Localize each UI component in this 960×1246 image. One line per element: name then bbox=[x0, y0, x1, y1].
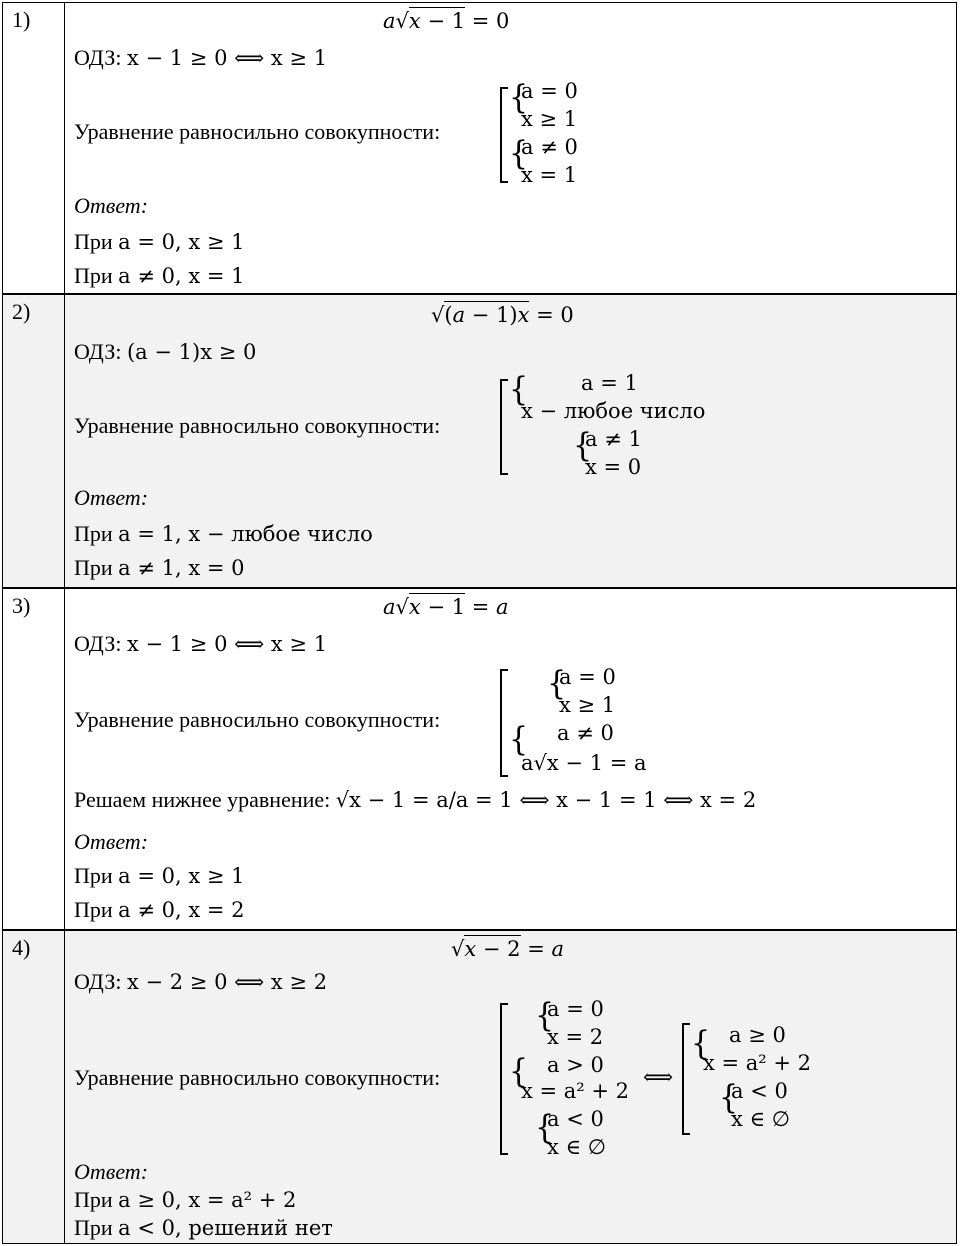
row-number-cell bbox=[3, 931, 65, 1243]
equiv-label: Уравнение равносильно совокупности: bbox=[74, 707, 441, 732]
equiv-label: Уравнение равносильно совокупности: bbox=[74, 413, 441, 438]
system-line: x = 2 bbox=[547, 1025, 604, 1049]
row-number: 4) bbox=[12, 935, 31, 960]
system-brace: { bbox=[535, 1108, 555, 1147]
system-line: a = 0 bbox=[547, 997, 604, 1021]
odz-label: ОДЗ: bbox=[74, 969, 122, 994]
table-row bbox=[2, 588, 957, 930]
system-brace: { bbox=[547, 664, 567, 703]
answer-line: При a < 0, решений нет bbox=[74, 1215, 333, 1240]
odz-value: (a − 1)x ≥ 0 bbox=[126, 340, 257, 364]
equation: √x − 2 = a bbox=[451, 937, 565, 961]
set-bracket bbox=[500, 1003, 508, 1155]
system-line: x = a² + 2 bbox=[521, 1079, 630, 1103]
row-number-cell bbox=[3, 589, 65, 929]
answer-line: При a ≠ 0, x = 2 bbox=[74, 897, 245, 922]
equation: a√x − 1 = 0 bbox=[383, 9, 510, 33]
odz-line bbox=[74, 45, 327, 71]
system-line: a ≠ 0 bbox=[557, 721, 614, 745]
system-line: a ≠ 0 bbox=[521, 135, 578, 159]
answer-line: При a ≠ 1, x = 0 bbox=[74, 555, 245, 580]
system-brace: { bbox=[719, 1078, 739, 1117]
system-brace: { bbox=[509, 720, 529, 759]
table-row bbox=[2, 294, 957, 588]
table-row bbox=[2, 930, 957, 1244]
system-line: x ≥ 1 bbox=[559, 693, 616, 717]
odz-label: ОДЗ: bbox=[74, 339, 122, 364]
odz-value: x − 1 ≥ 0 ⟺ x ≥ 1 bbox=[126, 46, 328, 70]
equiv-label: Уравнение равносильно совокупности: bbox=[74, 119, 441, 144]
equiv-label: Уравнение равносильно совокупности: bbox=[74, 1065, 441, 1090]
answer-line: При a ≥ 0, x = a² + 2 bbox=[74, 1187, 297, 1212]
system-line: a = 0 bbox=[521, 79, 578, 103]
set-bracket bbox=[682, 1023, 690, 1135]
odz-value: x − 1 ≥ 0 ⟺ x ≥ 1 bbox=[126, 632, 328, 656]
system-line: a = 1 bbox=[581, 371, 638, 395]
equiv-sign: ⟺ bbox=[643, 1065, 674, 1089]
equation: √(a − 1)x = 0 bbox=[431, 303, 574, 327]
system-line: x ≥ 1 bbox=[521, 107, 578, 131]
system-brace: { bbox=[535, 996, 555, 1035]
row-number: 3) bbox=[12, 593, 31, 618]
answer-label: Ответ: bbox=[74, 485, 149, 510]
system-brace: { bbox=[573, 426, 593, 465]
system-line: x = 0 bbox=[585, 455, 642, 479]
row-number-cell bbox=[3, 295, 65, 587]
odz-label: ОДЗ: bbox=[74, 631, 122, 656]
row-number: 1) bbox=[12, 7, 31, 32]
set-bracket bbox=[500, 669, 508, 777]
system-line: x ∈ ∅ bbox=[547, 1135, 607, 1159]
row-number: 2) bbox=[12, 299, 31, 324]
odz-value: x − 2 ≥ 0 ⟺ x ≥ 2 bbox=[126, 970, 328, 994]
solve-line bbox=[74, 787, 756, 813]
odz-line bbox=[74, 339, 256, 365]
equation: a√x − 1 = a bbox=[383, 595, 509, 619]
set-bracket bbox=[500, 379, 508, 475]
answer-label: Ответ: bbox=[74, 193, 149, 218]
system-line: a√x − 1 = a bbox=[521, 751, 647, 775]
odz-label: ОДЗ: bbox=[74, 45, 122, 70]
system-line: x = 1 bbox=[521, 163, 578, 187]
answer-line: При a = 1, x − любое число bbox=[74, 521, 373, 546]
row-number-cell bbox=[3, 3, 65, 293]
odz-line bbox=[74, 631, 327, 657]
system-brace: { bbox=[509, 370, 529, 409]
system-line: x − любое число bbox=[521, 399, 706, 423]
system-brace: { bbox=[509, 1052, 529, 1091]
system-brace: { bbox=[691, 1024, 711, 1063]
system-brace: { bbox=[509, 134, 529, 173]
system-line: x ∈ ∅ bbox=[731, 1107, 791, 1131]
system-line: a = 0 bbox=[559, 665, 616, 689]
answer-label: Ответ: bbox=[74, 829, 149, 854]
system-line: a ≠ 1 bbox=[585, 427, 642, 451]
answer-line: При a = 0, x ≥ 1 bbox=[74, 229, 245, 254]
set-bracket bbox=[500, 87, 508, 183]
system-line: a < 0 bbox=[731, 1079, 788, 1103]
system-line: a ≥ 0 bbox=[729, 1023, 786, 1047]
answer-label: Ответ: bbox=[74, 1159, 149, 1184]
table-row bbox=[2, 2, 957, 294]
system-line: a > 0 bbox=[547, 1053, 604, 1077]
system-line: a < 0 bbox=[547, 1107, 604, 1131]
system-line: x = a² + 2 bbox=[703, 1051, 812, 1075]
system-brace: { bbox=[509, 78, 529, 117]
answer-line: При a ≠ 0, x = 1 bbox=[74, 263, 245, 288]
solve-label: Решаем нижнее уравнение: bbox=[74, 787, 331, 812]
solve-value: √x − 1 = a/a = 1 ⟺ x − 1 = 1 ⟺ x = 2 bbox=[335, 788, 757, 812]
answer-line: При a = 0, x ≥ 1 bbox=[74, 863, 245, 888]
odz-line bbox=[74, 969, 327, 995]
